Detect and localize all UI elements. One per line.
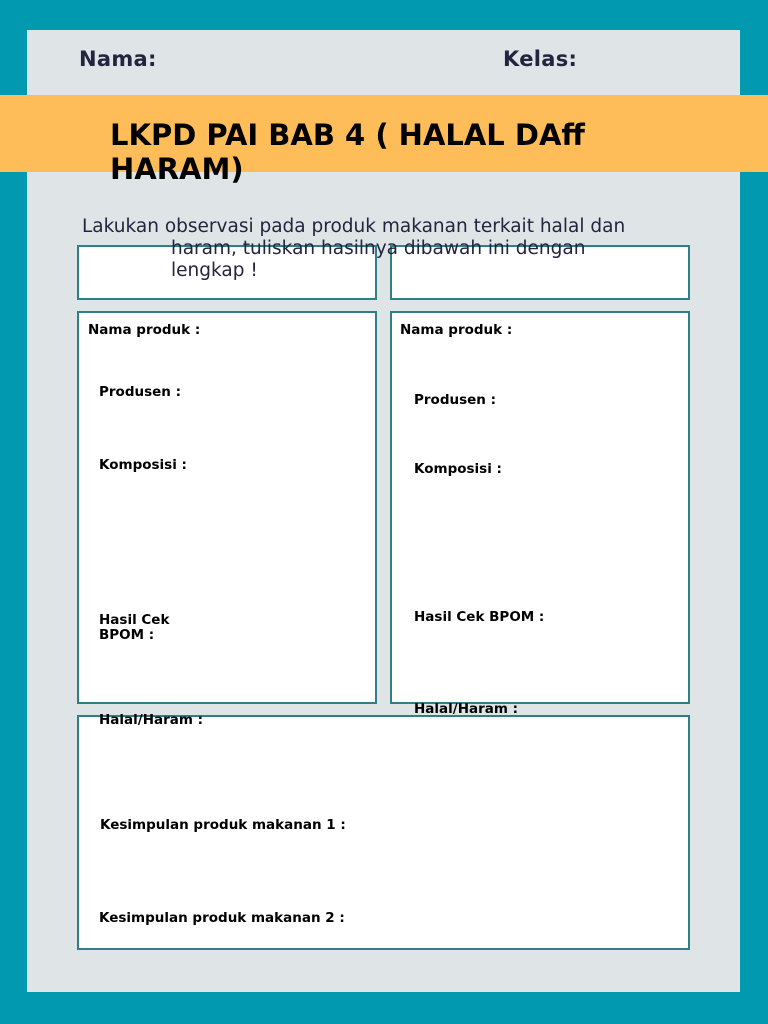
class-label: Kelas: — [503, 47, 578, 71]
product-1-bpom-label — [99, 613, 169, 643]
title-line-1: LKPD PAI BAB 4 ( HALAL DAff — [110, 118, 585, 152]
product-1-name-label: Nama produk : — [88, 322, 201, 338]
product-1-producer-label: Produsen : — [99, 384, 182, 400]
product-2-halal-label: Halal/Haram : — [414, 701, 519, 717]
product-2-bpom-label: Hasil Cek BPOM : — [414, 609, 545, 625]
product-2-name-label: Nama produk : — [400, 322, 513, 338]
product-1-bpom-line-2: BPOM : — [99, 627, 155, 643]
product-1-composition-label: Komposisi : — [99, 457, 187, 473]
conclusion-product-1-label: Kesimpulan produk makanan 1 : — [100, 817, 346, 833]
name-label: Nama: — [79, 47, 157, 71]
page-title — [110, 118, 670, 186]
product-1-halal-label: Halal/Haram : — [99, 712, 204, 728]
product-1-box[interactable] — [77, 311, 377, 704]
instruction-line-1: Lakukan observasi pada produk makanan terkait halal dan — [82, 216, 626, 237]
product-2-producer-label: Produsen : — [414, 392, 497, 408]
product-2-composition-label: Komposisi : — [414, 461, 502, 477]
product-2-box[interactable] — [390, 311, 690, 704]
instruction-line-3: lengkap ! — [171, 260, 258, 281]
instruction-line-2: haram, tuliskan hasilnya dibawah ini dengan — [171, 238, 586, 259]
product-1-bpom-line-1: Hasil Cek — [99, 612, 170, 628]
title-line-2: HARAM) — [110, 152, 244, 186]
conclusion-product-2-label: Kesimpulan produk makanan 2 : — [99, 910, 345, 926]
instruction-text — [82, 216, 722, 282]
